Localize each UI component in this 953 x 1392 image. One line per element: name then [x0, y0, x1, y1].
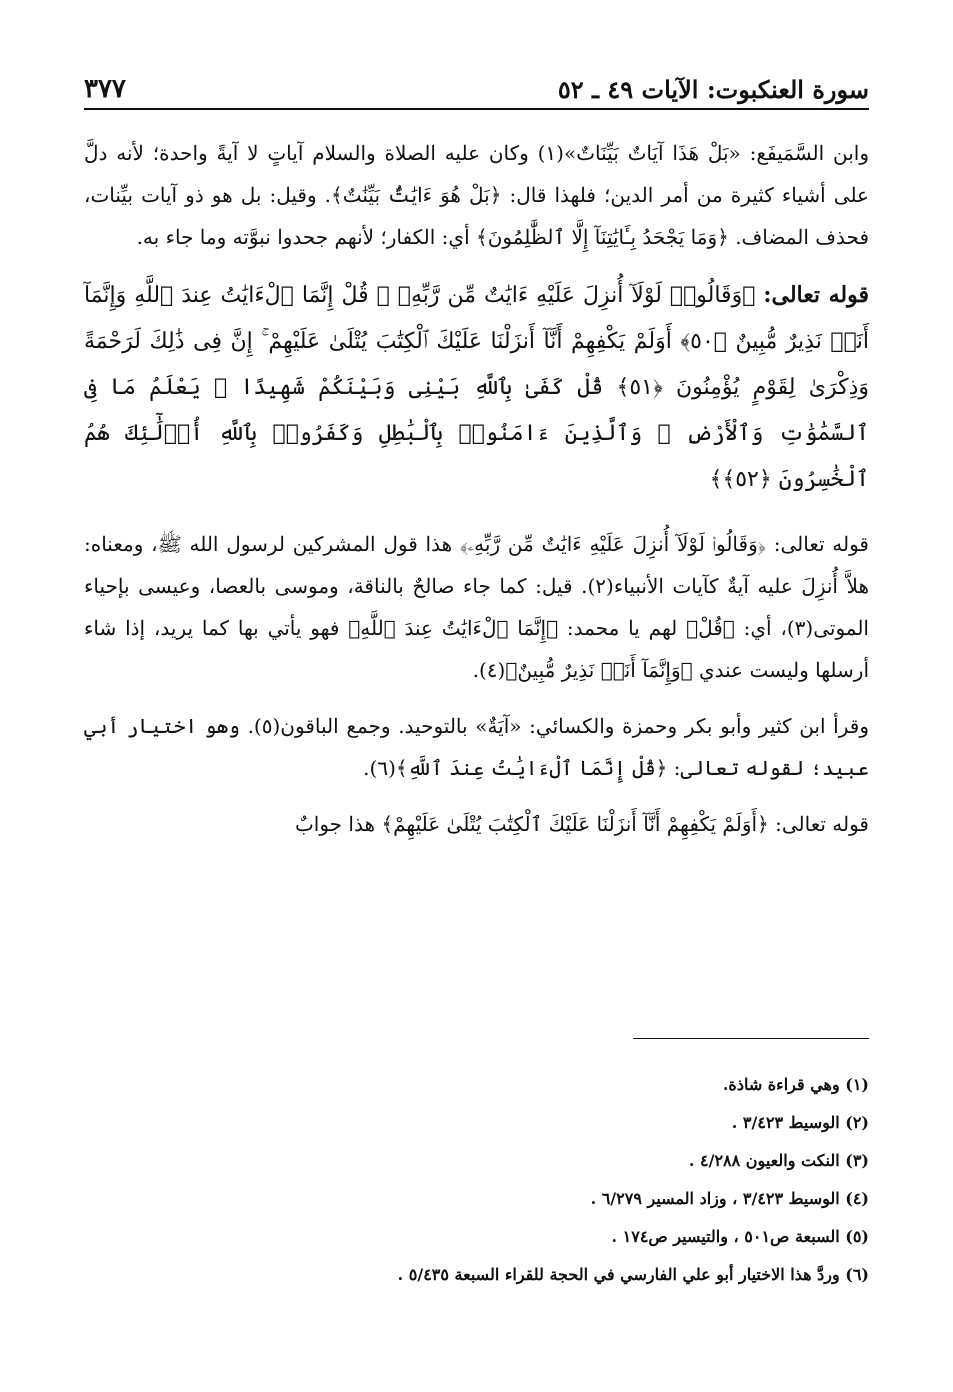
paragraph-4: قوله تعالى: ﴿أَوَلَمْ يَكْفِهِمْ أَنَّآ أَنزَلْنَا عَلَيْكَ ٱلْكِتَٰبَ يُتْلَىٰ عَلَيْهِمْ﴾ هذا جوابٌ: [294, 812, 869, 836]
paragraph-2: قوله تعالى: ﴿وَقَالُوا۟ لَوْلَآ أُنزِلَ عَلَيْهِ ءَايَٰتٌ مِّن رَّبِّهِۦ﴾ هذا قول المشركين لرسول الله ﷺ، ومعناه: هلاَّ أُنزِلَ عليه آيةٌ كآيات الأنبياء(٢). قيل: كما جاء صالحٌ بالناقة، وموسى بالعصا، وعيسى بإحياء الموتى(٣)، أي: ﴿قُلْ﴾ لهم يا محمد: ﴿إِنَّمَا ٱلْءَايَٰتُ عِندَ ٱللَّهِ﴾ فهو يأتي بها كما يريد، إذا شاء أرسلها وليست عندي ﴿وَإِنَّمَآ أَنَا۠ نَذِيرٌ مُّبِينٌ﴾(٤).: [84, 532, 869, 682]
footnote-5: (٥) السبعة ص٥٠١ ، والتيسير ص١٧٤ .: [611, 1227, 869, 1246]
footnote-2: (٢) الوسيط ٣/٤٢٣ .: [731, 1113, 869, 1132]
main-text: [84, 132, 869, 859]
page-header: [84, 60, 869, 104]
footnotes: [84, 1066, 869, 1294]
verse-lead: قوله تعالى:: [763, 282, 870, 308]
header-rule: [84, 108, 869, 110]
paragraph-3: وقرأ ابن كثير وأبو بكر وحمزة والكسائي: «آيَةٌ» بالتوحيد. وجمع الباقون(٥). وهو اختيار أبي عبيد؛ لقوله تعالى: ﴿قُلْ إِنَّمَا ٱلْءَايَٰتُ عِندَ ٱللَّهِ﴾(٦).: [84, 714, 869, 780]
verse-text: ﴿وَقَالُوا۟ لَوْلَآ أُنزِلَ عَلَيْهِ ءَايَٰتٌ مِّن رَّبِّهِۦ ۖ قُلْ إِنَّمَا ٱلْءَايَٰتُ عِندَ ٱللَّهِ وَإِنَّمَآ أَنَا۠ نَذِيرٌ مُّبِينٌ ﴿٥٠﴾ أَوَلَمْ يَكْفِهِمْ أَنَّآ أَنزَلْنَا عَلَيْكَ ٱلْكِتَٰبَ يُتْلَىٰ عَلَيْهِمْ ۚ إِنَّ فِى ذَٰلِكَ لَرَحْمَةً وَذِكْرَىٰ لِقَوْمٍ يُؤْمِنُونَ ﴿٥١﴾ قُلْ كَفَىٰ بِٱللَّهِ بَيْنِى وَبَيْنَكُمْ شَهِيدًا ۖ يَعْلَمُ مَا فِى ٱلسَّمَٰوَٰتِ وَٱلْأَرْضِ ۗ وَٱلَّذِينَ ءَامَنُوا۟ بِٱلْبَٰطِلِ وَكَفَرُوا۟ بِٱللَّهِ أُو۟لَٰٓئِكَ هُمُ ٱلْخَٰسِرُونَ ﴿٥٢﴾﴾: [84, 283, 870, 492]
verse-block: [84, 272, 869, 503]
running-title: سورة العنكبوت: الآيات ٤٩ ـ ٥٢: [557, 75, 869, 104]
footnote-6: (٦) وردَّ هذا الاختيار أبو علي الفارسي في الحجة للقراء السبعة ٥/٤٣٥ .: [397, 1265, 869, 1284]
page-number: ٣٧٧: [84, 74, 126, 104]
footnote-3: (٣) النكت والعيون ٤/٢٨٨ .: [688, 1151, 869, 1170]
footnote-4: (٤) الوسيط ٣/٤٢٣ ، وزاد المسير ٦/٢٧٩ .: [590, 1189, 869, 1208]
paragraph-1: وابن السَّمَيفَع: «بَلْ هَذَا آيَاتٌ بَيِّنَاتٌ»(١) وكان عليه الصلاة والسلام آياتٍ لا آيةً واحدة؛ لأنه دلَّ على أشياء كثيرة من أمر الدين؛ فلهذا قال: ﴿بَلْ هُوَ ءَايَٰتٌۢ بَيِّنَٰتٌ﴾. وقيل: بل هو ذو آيات بيِّنات، فحذف المضاف. ﴿وَمَا يَجْحَدُ بِـَٔايَٰتِنَآ إِلَّا ٱلظَّٰلِمُونَ﴾ أي: الكفار؛ لأنهم جحدوا نبوَّته وما جاء به.: [84, 141, 869, 249]
footnote-1: (١) وهي قراءة شاذة.: [722, 1075, 869, 1094]
footnote-separator: [633, 1038, 869, 1039]
